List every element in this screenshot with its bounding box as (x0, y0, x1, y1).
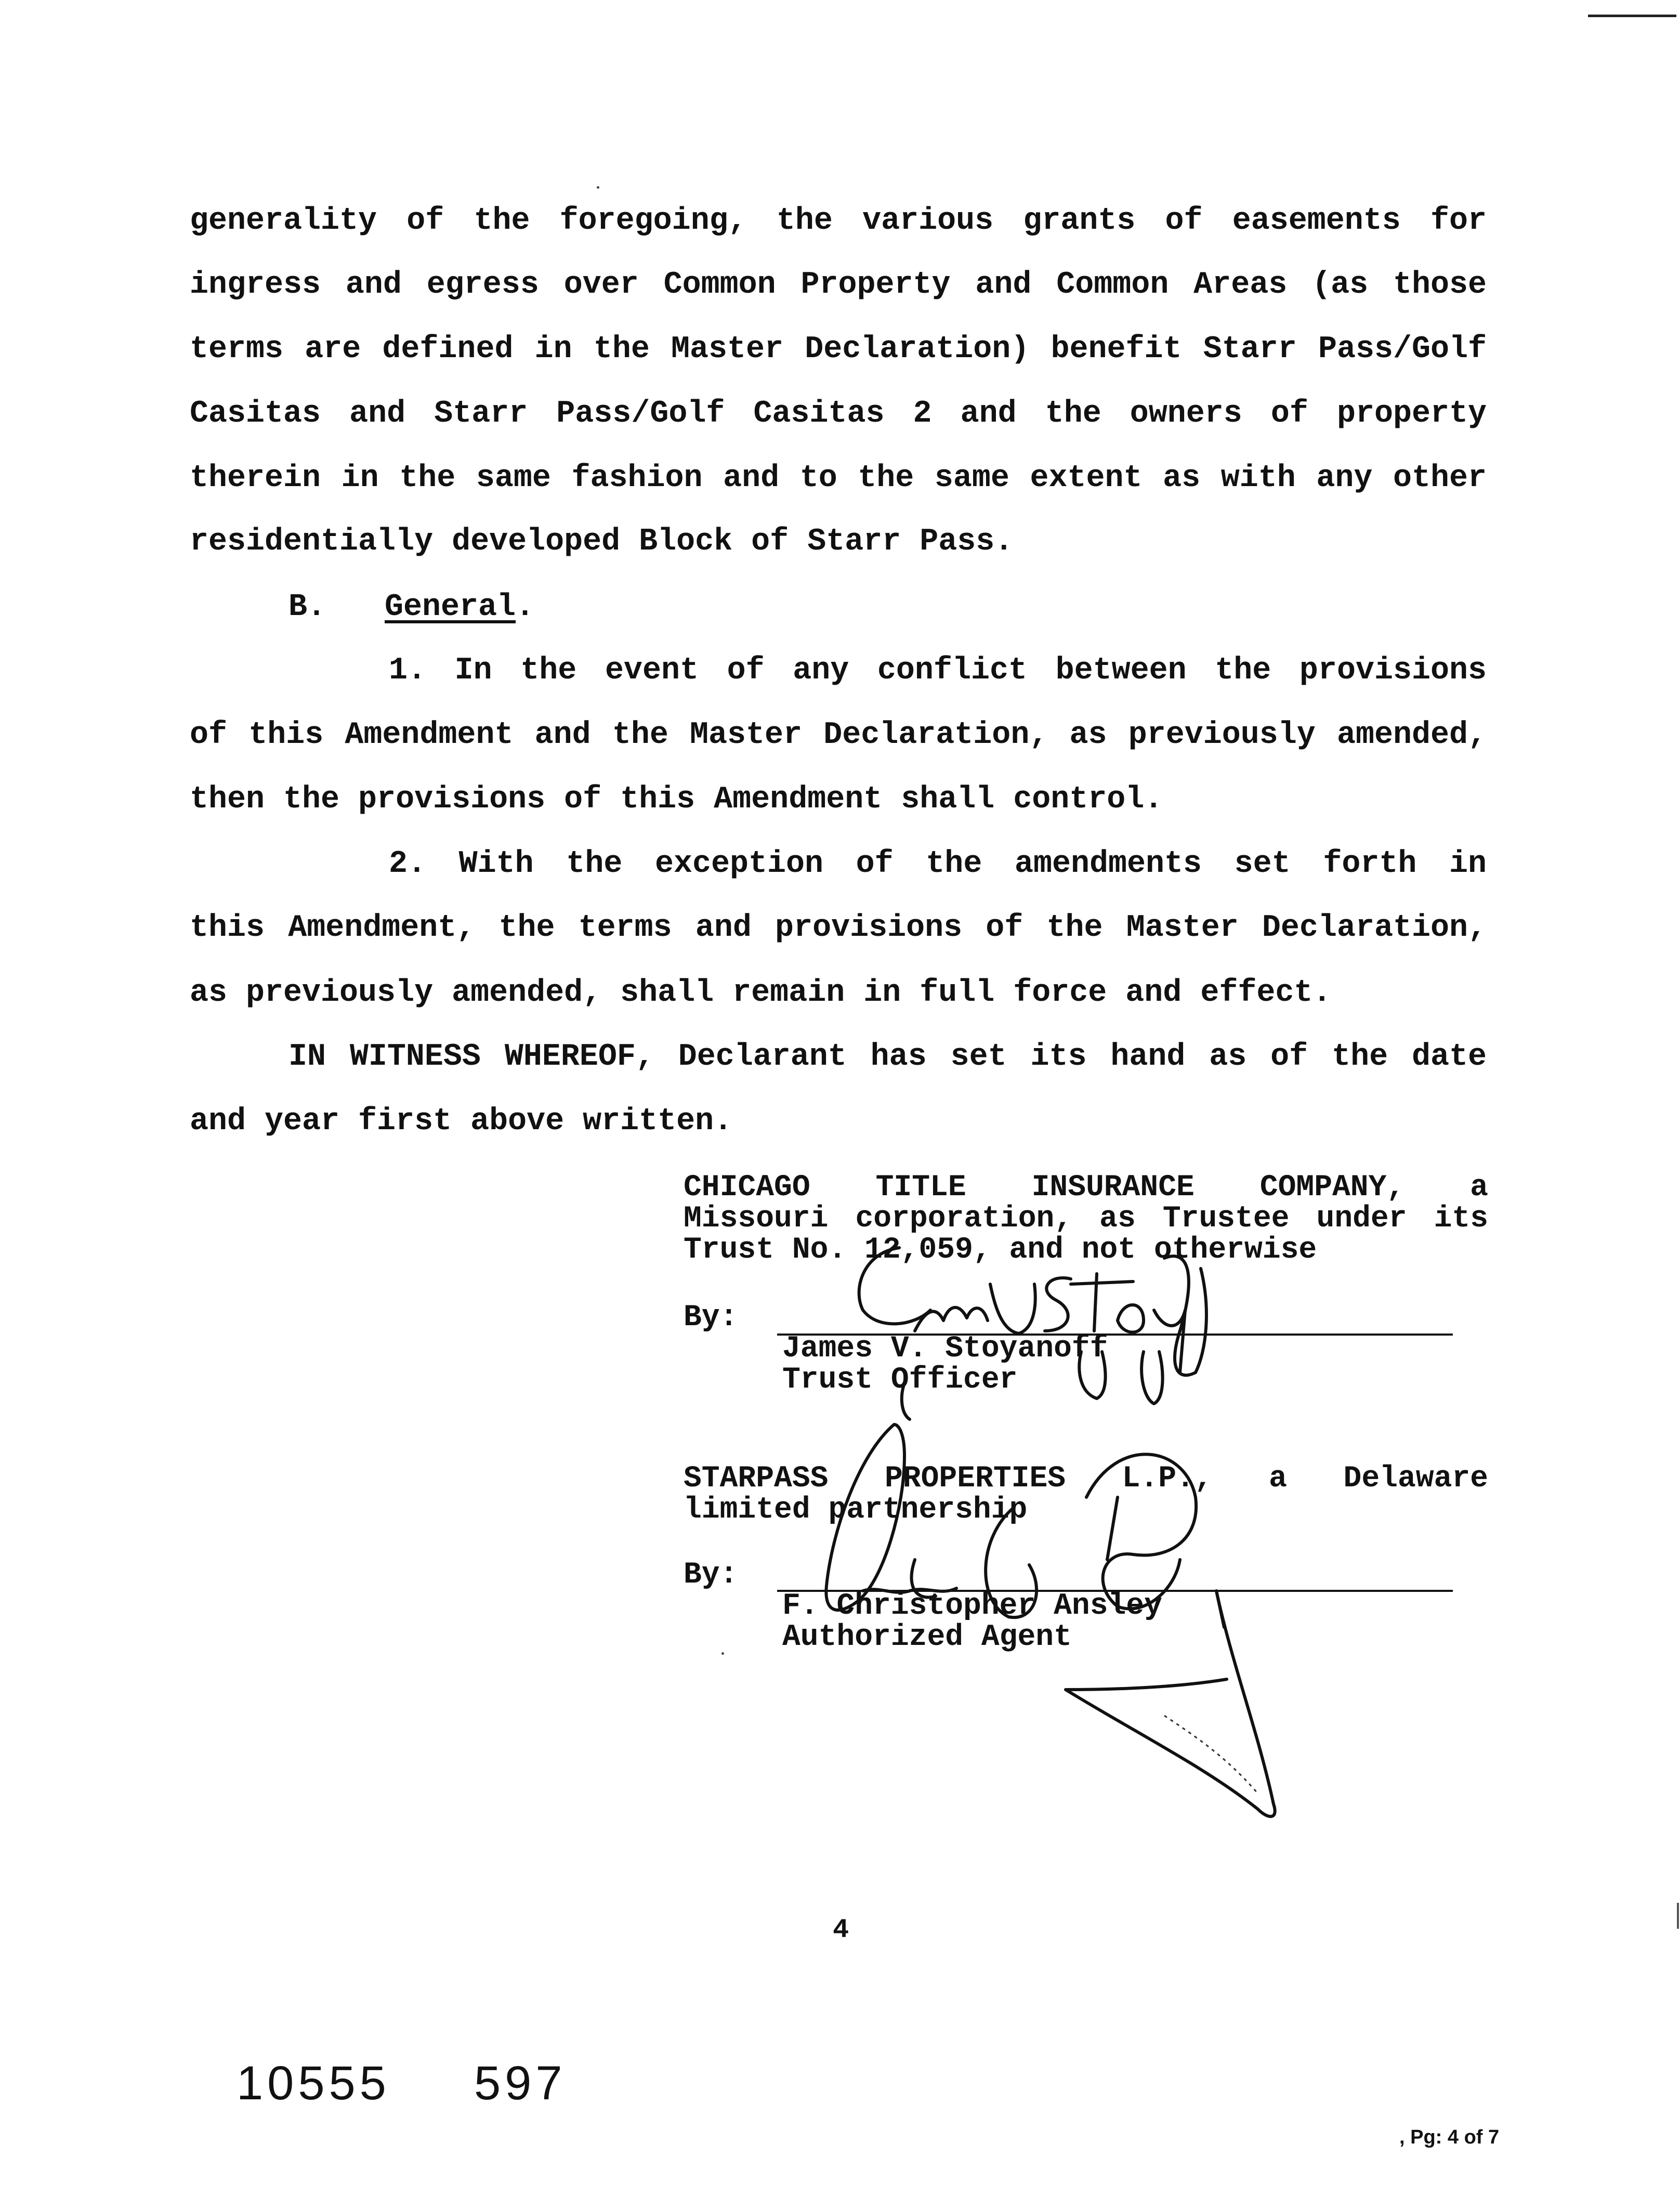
signature-ansley (826, 1424, 1275, 1816)
section-letter: B. (288, 590, 326, 625)
section-title: General (385, 590, 516, 625)
entity-line: STARPASS PROPERTIES L.P., a Delaware (684, 1462, 1488, 1496)
signer-title: Authorized Agent (782, 1620, 1072, 1654)
item-line: as previously amended, shall remain in full force and effect. (190, 975, 1332, 1011)
body-line: generality of the foregoing, the various grants of easements for (190, 203, 1487, 239)
signer-title: Trust Officer (782, 1363, 1018, 1397)
item-line: this Amendment, the terms and provisions of the Master Declaration, (190, 910, 1487, 946)
item-line: 2. With the exception of the amendments set forth in (389, 846, 1487, 882)
recording-page-number: 597 (474, 2057, 567, 2110)
entity-line: CHICAGO TITLE INSURANCE COMPANY, a (684, 1171, 1488, 1205)
entity-line: limited partnership (684, 1493, 1028, 1527)
by-label: By: (684, 1558, 738, 1592)
body-line: therein in the same fashion and to the same extent as with any other (190, 461, 1487, 496)
item-line: then the provisions of this Amendment shall control. (190, 782, 1163, 817)
signer-name: F. Christopher Ansley (782, 1589, 1162, 1623)
recording-book-number: 10555 (237, 2057, 390, 2110)
signature-stoyanoff (859, 1248, 1206, 1419)
page-number: 4 (833, 1915, 849, 1945)
body-line: Casitas and Starr Pass/Golf Casitas 2 and the owners of property (190, 396, 1487, 432)
witness-line: IN WITNESS WHEREOF, Declarant has set its hand as of the date (288, 1039, 1487, 1075)
entity-line: Trust No. 12,059, and not otherwise (684, 1233, 1317, 1267)
page-of-total: , Pg: 4 of 7 (1399, 2126, 1500, 2148)
body-line: ingress and egress over Common Property and Common Areas (as those (190, 267, 1487, 303)
body-line: terms are defined in the Master Declaration) benefit Starr Pass/Golf (190, 332, 1487, 367)
item-line: 1. In the event of any conflict between the provisions (389, 653, 1487, 688)
signer-name: James V. Stoyanoff (782, 1332, 1108, 1366)
section-title-period: . (516, 590, 535, 625)
item-line: of this Amendment and the Master Declaration, as previously amended, (190, 717, 1487, 753)
body-line: residentially developed Block of Starr Pass. (190, 524, 1014, 559)
by-label: By: (684, 1301, 738, 1335)
witness-line: and year first above written. (190, 1104, 733, 1139)
entity-line: Missouri corporation, as Trustee under its (684, 1202, 1488, 1236)
